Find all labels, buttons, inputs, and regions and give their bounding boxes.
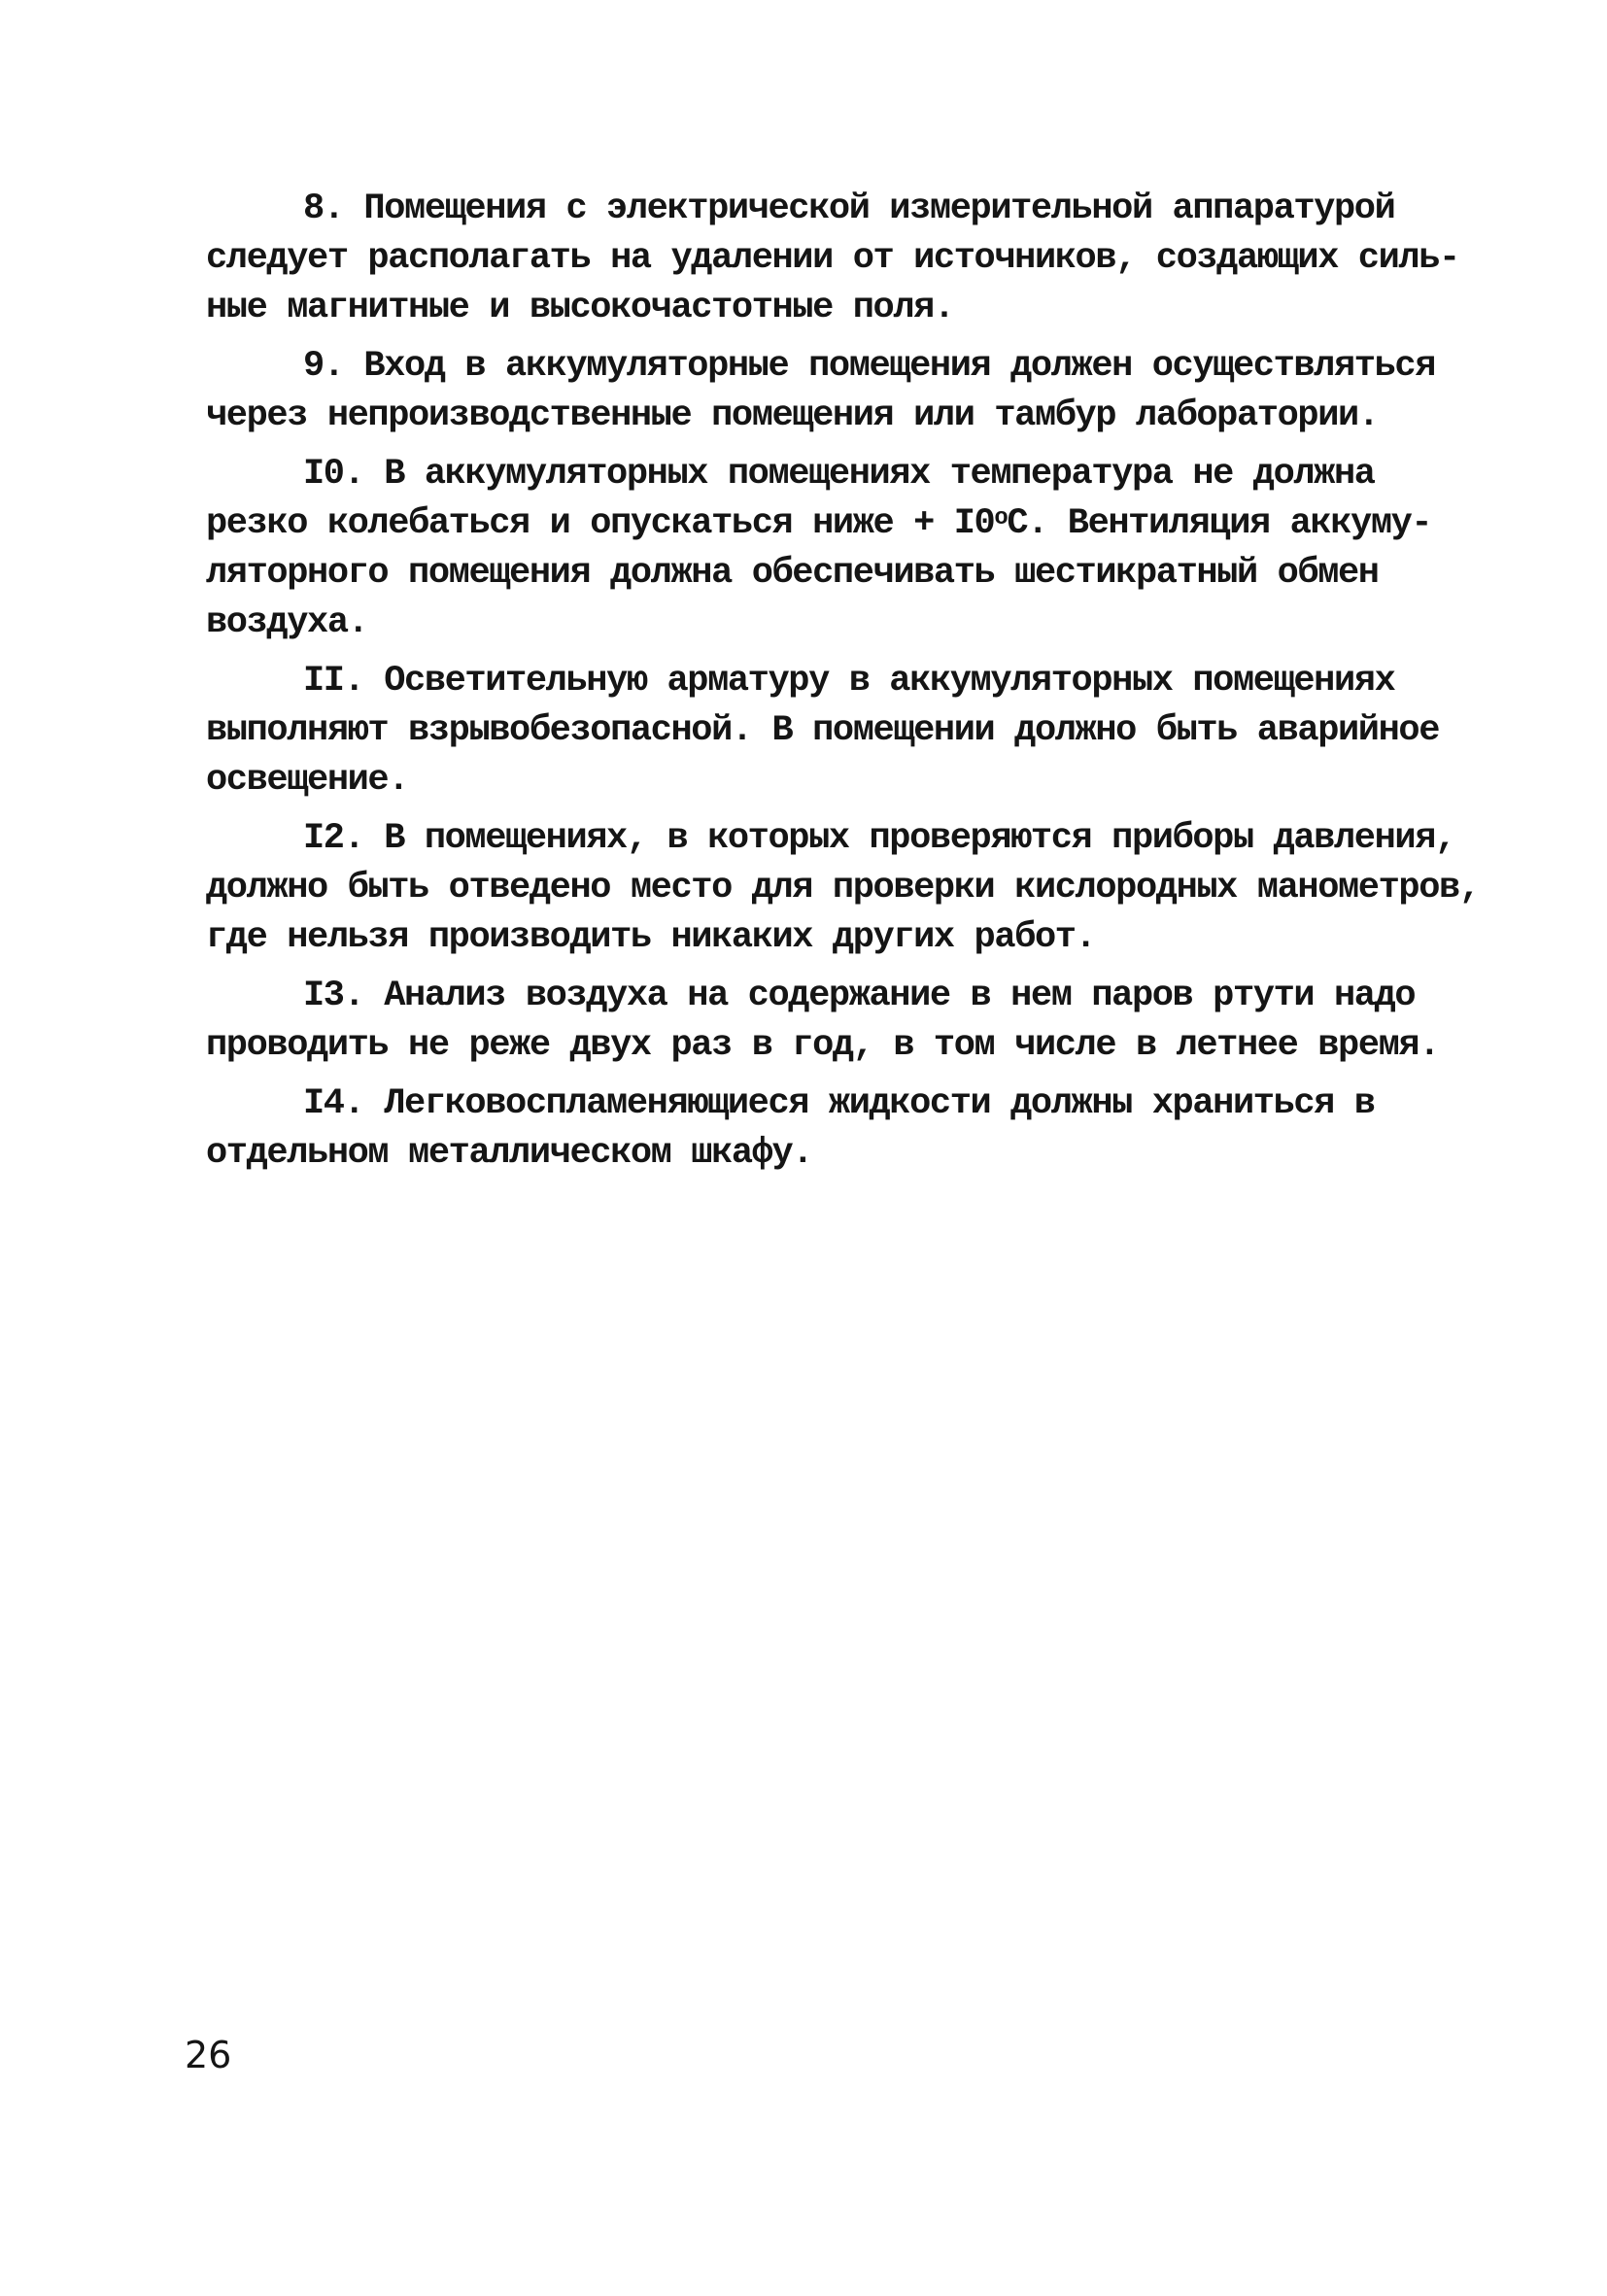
paragraph-line: I3. Анализ воздуха на содержание в нем паров ртути надо xyxy=(303,976,1416,1016)
paragraph-line: через непроизводственные помещения или тамбур лаборатории. xyxy=(206,395,1379,436)
body-text xyxy=(206,185,1480,1179)
paragraph-8 xyxy=(206,185,1469,333)
paragraph-line: где нельзя производить никаких других работ. xyxy=(206,917,1096,958)
paragraph-11 xyxy=(206,657,1469,805)
paragraph-line: воздуха. xyxy=(206,602,368,643)
paragraph-line: 8. Помещения с электрической измерительной аппаратурой xyxy=(303,188,1395,229)
paragraph-line-with-degree xyxy=(206,499,1469,549)
paragraph-14 xyxy=(206,1079,1469,1179)
line-text: резко колебаться и опускаться ниже + I0 xyxy=(206,503,995,544)
paragraph-line: I0. В аккумуляторных помещениях температура не должна xyxy=(303,454,1375,495)
line-tail: С. Вентиляция аккуму- xyxy=(1007,503,1432,544)
paragraph-line: ные магнитные и высокочастотные поля. xyxy=(206,288,954,328)
paragraph-line: ляторного помещения должна обеспечивать шестикратный обмен xyxy=(206,553,1379,594)
paragraph-line: I4. Легковоспламеняющиеся жидкости должны храниться в xyxy=(303,1083,1375,1124)
degree-symbol: о xyxy=(994,505,1008,531)
paragraph-10 xyxy=(206,450,1469,648)
paragraph-line: должно быть отведено место для проверки кислородных манометров, xyxy=(206,868,1480,908)
paragraph-line: следует располагать на удалении от источников, создающих силь- xyxy=(206,238,1459,279)
paragraph-line: освещение. xyxy=(206,760,409,801)
paragraph-9 xyxy=(206,342,1469,441)
paragraph-line: I2. В помещениях, в которых проверяются приборы давления, xyxy=(303,818,1455,859)
paragraph-line: выполняют взрывобезопасной. В помещении должно быть аварийное xyxy=(206,710,1440,751)
paragraph-13 xyxy=(206,972,1469,1071)
paragraph-line: 9. Вход в аккумуляторные помещения должен осуществляться xyxy=(303,346,1436,387)
paragraph-12 xyxy=(206,814,1480,963)
paragraph-line: проводить не реже двух раз в год, в том числе в летнее время. xyxy=(206,1025,1440,1066)
page-number: 26 xyxy=(185,2034,232,2076)
paragraph-line: отдельном металлическом шкафу. xyxy=(206,1133,813,1174)
paragraph-line: II. Осветительную арматуру в аккумуляторных помещениях xyxy=(303,661,1395,702)
